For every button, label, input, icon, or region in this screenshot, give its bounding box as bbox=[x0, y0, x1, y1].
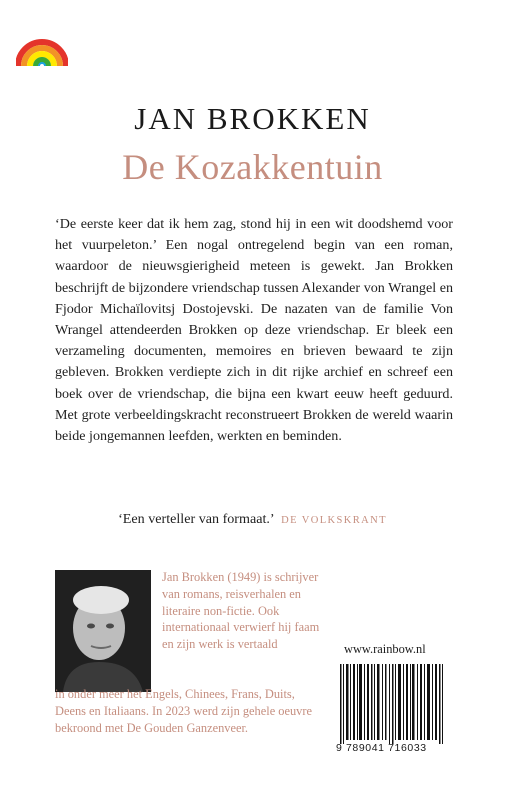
quote-source: DE VOLKSKRANT bbox=[281, 515, 387, 526]
book-title: De Kozakkentuin bbox=[122, 147, 383, 187]
author-photo bbox=[55, 570, 151, 692]
quote-text: ‘Een verteller van formaat.’ bbox=[118, 511, 274, 527]
barcode-digits: 9 789041 716033 bbox=[336, 742, 427, 754]
author-name: JAN BROKKEN bbox=[134, 101, 371, 136]
publisher-website: www.rainbow.nl bbox=[344, 642, 426, 656]
author-bio-top: Jan Brokken (1949) is schrijver van romans, reisverhalen en literaire non-fictie. Ook internationaal verwierf hij faam en zijn werk is vertaald bbox=[162, 570, 320, 652]
review-quote bbox=[0, 511, 505, 528]
rainbow-logo-icon bbox=[16, 22, 68, 68]
barcode-icon bbox=[338, 664, 446, 744]
author-bio-bottom: in onder meer het Engels, Chinees, Frans, Duits, Deens en Italiaans. In 2023 werd zijn gehele oeuvre bekroond met De Gouden Ganzenveer. bbox=[55, 687, 313, 735]
book-blurb: ‘De eerste keer dat ik hem zag, stond hij in een wit doodshemd voor het vuurpeleton.’ Een nogal ontregelend begin van een roman, waardoor de nieuwsgierigheid meteen is gewekt. Jan Brokken beschrijft de bijzondere vriendschap tussen Alexander von Wrangel en Fjodor Michaïlovitsj Dostojevski. De nazaten van de familie Von Wrangel attendeerden Brokken op deze vriendschap. Er bleek een verzameling documenten, memoires en brieven bewaard te zijn gebleven. Brokken verdiepte zich in dit rijke archief en schreef een boek over de vriendschap, die bijna een kwart eeuw heeft geduurd. Met grote verbeeldingskracht reconstrueert Brokken de wereld waarin beide jongemannen leefden, werkten en beminden. bbox=[55, 216, 453, 445]
